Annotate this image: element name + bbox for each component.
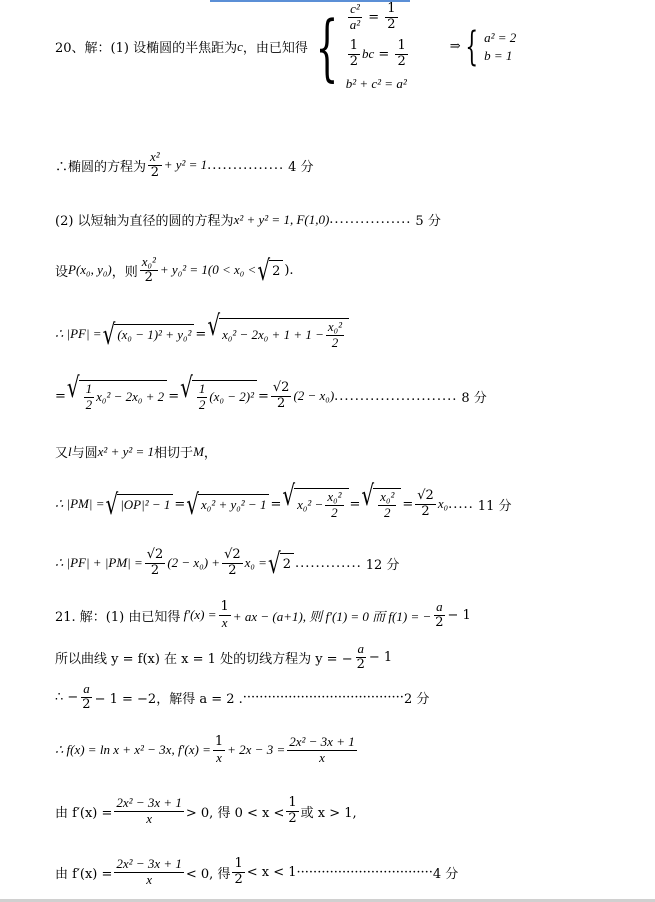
sqrt-pf-2: √ x₀² − 2x₀ + 1 + 1 − $\frac{\text{x₀²}}{2}$ — [207, 318, 349, 351]
sys-eq1: $\frac{\text{c²}}{\text{a²}}$ = $\frac{1}{2}$ — [349, 1, 396, 32]
l8-score: 11 分 — [477, 498, 512, 514]
q21-line6 — [55, 857, 458, 888]
l4-p: P(x₀, y₀) — [68, 262, 112, 278]
sqrt-pm-1: √ |OP|² − 1 — [105, 494, 173, 514]
q21-l6-score: 4 分 — [432, 866, 459, 882]
sqrt-pm-2: √ x₀² + y₀² − 1 — [186, 494, 269, 514]
frac-x0sq-2: $\frac{\text{x₀²}}{2}$ — [141, 254, 156, 285]
q21-l6-end: < x < 1 — [246, 864, 297, 880]
l6-dots: ........................ — [334, 388, 458, 404]
left-brace: { — [315, 4, 339, 89]
frac-deriv-b: $\frac{\text{2x² − 3x + 1}}{x}$ — [116, 795, 182, 826]
frac-sqrt2-2-b: $\frac{√2}{2}$ — [417, 488, 434, 519]
q20-head-var: c — [237, 38, 243, 54]
l9-prefix: ∴ |PF| + |PM| = — [55, 555, 143, 571]
q21-l1-tail: + ax − (a+1), 则 f′(1) = 0 而 f(1) = − — [232, 608, 432, 624]
l8-prefix: ∴ |PM| = — [55, 496, 105, 512]
l9-score: 12 分 — [365, 557, 400, 573]
l4-prefix: 设 — [55, 264, 69, 280]
frac-a-2-b: $\frac{a}{2}$ — [356, 641, 365, 672]
sqrt-pf-4: √ $\frac{1}{2}$ (x₀ − 2)² — [180, 380, 257, 413]
q20-line9: ∴ |PF| + |PM| = $\frac{√2}{2}$ (2 − x₀) + $\frac{√2}{2}$ x₀ = √ 2 ............. 12 分 — [55, 546, 400, 581]
q21-l4-mid: + 2x − 3 = — [227, 742, 286, 758]
sqrt-pm-3: √ x₀² − $\frac{\text{x₀²}}{2}$ — [282, 488, 348, 521]
q20-line4 — [55, 255, 294, 286]
l8-dots: ..... — [448, 496, 474, 512]
q20-head-text: 20、解：(1) 设椭圆的半焦距为 — [55, 41, 238, 57]
q21-l5-tail: > 0, 得 0 < x < — [185, 805, 285, 821]
q20-line7 — [55, 442, 217, 461]
l3-dots: ................ — [329, 212, 412, 227]
q21-l3-score: 2 分 — [403, 691, 430, 707]
l4-end: ). — [284, 262, 294, 278]
l7-eq: x² + y² = 1 — [97, 443, 155, 459]
sys-eq3: b² + c² = a² — [345, 75, 407, 91]
result-system — [484, 30, 516, 64]
l2-dots: ............... — [207, 157, 285, 173]
l7-l: l — [68, 443, 72, 459]
l7-text: 又 — [55, 446, 69, 461]
q21-l6-prefix: 由 f′(x) = — [55, 866, 113, 882]
q21-l5-end: 或 x > 1, — [300, 805, 357, 821]
sqrt-pf-1: √ (x₀ − 1)² + y₀² — [103, 324, 195, 344]
q21-l3-dots: ······································· — [242, 689, 404, 705]
l3-text: (2) 以短轴为直径的圆的方程为 — [55, 214, 234, 229]
l5-prefix: ∴ |PF| = — [55, 326, 102, 342]
sqrt-pm-4: √ $\frac{\text{x₀²}}{2}$ — [361, 488, 401, 521]
frac-1-2: $\frac{1}{2}$ — [288, 795, 297, 826]
q21-l6-tail: < 0, 得 — [185, 866, 231, 882]
result-brace: { — [464, 23, 478, 70]
sqrt-pf-3: √ $\frac{1}{2}$ x₀² − 2x₀ + 2 — [67, 380, 167, 413]
frac-a-2: $\frac{a}{2}$ — [435, 599, 444, 630]
q21-l3-mid: − 1 = −2，解得 a = 2 . — [94, 691, 243, 707]
l3-score: 5 分 — [415, 214, 441, 229]
q21-line2 — [55, 642, 392, 673]
l3-eq: x² + y² = 1, F(1,0) — [233, 211, 330, 227]
l9-dots: ............. — [294, 555, 362, 571]
frac-deriv: $\frac{\text{2x² − 3x + 1}}{x}$ — [289, 734, 355, 765]
q21-l4-prefix: ∴ f(x) = ln x + x² − 3x, f′(x) = — [55, 742, 211, 758]
sqrt-2: √ 2 — [257, 260, 283, 280]
frac-x2-2: $\frac{\text{x²}}{2}$ — [150, 149, 160, 180]
q21-line4 — [55, 735, 359, 766]
frac-deriv-c: $\frac{\text{2x² − 3x + 1}}{x}$ — [116, 856, 182, 887]
q20-head-tail: ，由已知得 — [242, 41, 308, 57]
q20-header — [55, 2, 516, 92]
frac-sqrt2-2: $\frac{√2}{2}$ — [272, 380, 290, 411]
l2-score: 4 分 — [288, 159, 314, 175]
l7-mid: 与圆 — [71, 446, 98, 461]
q21-l5-prefix: 由 f′(x) = — [55, 805, 113, 821]
q20-line2 — [55, 150, 314, 181]
given-system — [346, 2, 410, 92]
l4-mid: ，则 — [111, 264, 138, 280]
implies-arrow: ⇒ — [449, 39, 461, 55]
q21-l2-end: − 1 — [368, 649, 393, 665]
frac-1-2-b: $\frac{1}{2}$ — [234, 856, 243, 887]
sys-eq2: $\frac{1}{2}$ bc = $\frac{1}{2}$ — [349, 37, 406, 69]
l7-m: M — [193, 443, 204, 459]
res1: a² = 2 — [484, 29, 517, 45]
res2: b = 1 — [484, 47, 513, 63]
l7-end: ， — [203, 446, 217, 461]
frac-1-x: $\frac{1}{x}$ — [220, 599, 229, 630]
q21-line3 — [55, 682, 429, 713]
q21-line5 — [55, 796, 357, 827]
q20-line8: ∴ |PM| = √ |OP|² − 1 = √ x₀² + y₀² − 1 = √ x₀² − $\frac{\text{x₀²}}{2}$ = √ $\frac{\text{x₀²}}{2}$ = $\frac{√2}{2}$ x₀ ..... 11 分 — [55, 478, 512, 522]
q21-l6-dots: ································· — [296, 864, 433, 880]
q21-line1: 21. 解：(1) 由已知得 f′(x) = $\frac{1}{x}$ + ax − (a+1), 则 f′(1) = 0 而 f(1) = − $\frac{a}{2}$ − 1 — [55, 599, 471, 630]
l7-tail: 相切于 — [154, 446, 194, 461]
sqrt-2-b: √ 2 — [268, 553, 294, 573]
l2-prefix: ∴椭圆的方程为 — [55, 159, 147, 175]
q20-line3 — [55, 210, 441, 229]
l2-tail: + y² = 1 — [163, 157, 208, 173]
q20-line6: = √ $\frac{1}{2}$ x₀² − 2x₀ + 2 = √ $\frac{1}{2}$ (x₀ − 2)² = $\frac{√2}{2}$ (2 − x₀) ........................ 8 分 — [55, 370, 487, 412]
q20-line5: ∴ |PF| = √ (x₀ − 1)² + y₀² = √ x₀² − 2x₀ + 1 + 1 − $\frac{\text{x₀²}}{2}$ — [55, 318, 350, 351]
frac-sqrt2-2-c: $\frac{√2}{2}$ — [146, 547, 164, 578]
l4-tail: + y₀² = 1(0 < x₀ < — [159, 262, 257, 278]
frac-a-2-c: $\frac{a}{2}$ — [82, 681, 91, 712]
q21-l1-end: − 1 — [447, 607, 471, 623]
q21-l3-prefix: ∴ − — [55, 689, 79, 705]
l6-score: 8 分 — [461, 390, 487, 406]
frac-sqrt2-2-d: $\frac{√2}{2}$ — [224, 547, 241, 578]
q21-l2-text: 所以曲线 y = f(x) 在 x = 1 处的切线方程为 y = − — [55, 651, 353, 667]
q21-l1-prefix: 21. 解：(1) 由已知得 — [55, 609, 181, 625]
frac-1-x-b: $\frac{1}{x}$ — [214, 734, 224, 765]
